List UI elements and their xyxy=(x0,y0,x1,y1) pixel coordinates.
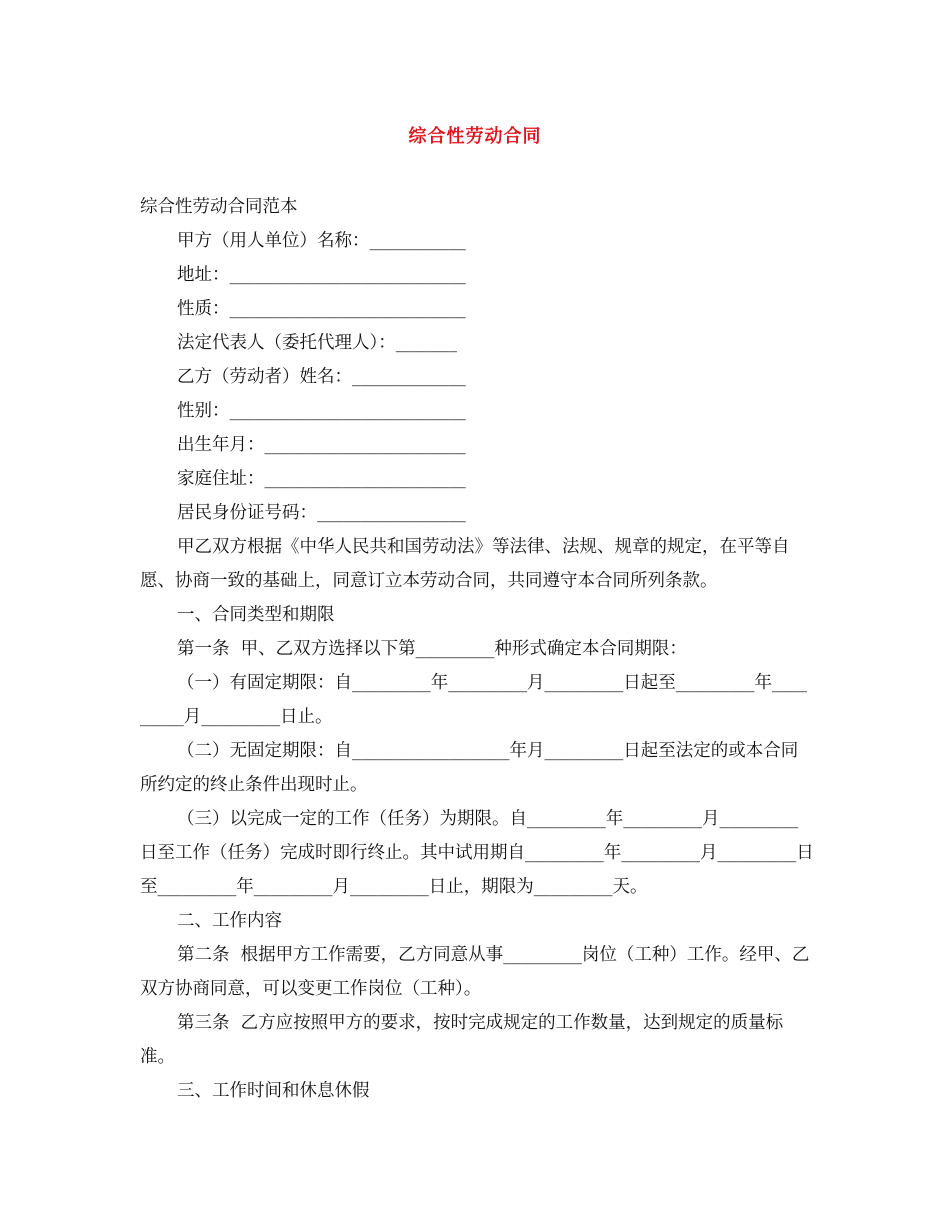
article-3: 第三条 乙方应按照甲方的要求，按时完成规定的工作数量，达到规定的质量标准。 xyxy=(140,1013,784,1067)
document-subtitle: 综合性劳动合同范本 xyxy=(140,197,298,217)
field-nature: 性质：___________________________ xyxy=(177,299,466,319)
term-option-task: （三）以完成一定的工作（任务）为期限。自_________年_________月_________日至工作（任务）完成时即行终止。其中试用期自_________年_________月_________日至_________年_________月_________日止，期限为_________天。 xyxy=(140,809,814,897)
field-legal-representative: 法定代表人（委托代理人）：_______ xyxy=(177,333,457,353)
field-birth-date: 出生年月：_______________________ xyxy=(177,435,466,455)
term-option-open: （二）无固定期限：自__________________年月_________日起至法定的或本合同所约定的终止条件出现时止。 xyxy=(140,741,799,795)
section-heading-3: 三、工作时间和休息休假 xyxy=(177,1081,370,1101)
document-body xyxy=(140,190,814,1108)
section-heading-2: 二、工作内容 xyxy=(177,911,282,931)
preamble-paragraph: 甲乙双方根据《中华人民共和国劳动法》等法律、法规、规章的规定，在平等自愿、协商一致的基础上，同意订立本劳动合同，共同遵守本合同所列条款。 xyxy=(140,537,790,591)
field-gender: 性别：___________________________ xyxy=(177,401,466,421)
article-2: 第二条 根据甲方工作需要，乙方同意从事_________岗位（工种）工作。经甲、乙双方协商同意，可以变更工作岗位（工种）。 xyxy=(140,945,810,999)
field-home-address: 家庭住址：_______________________ xyxy=(177,469,466,489)
field-address: 地址：___________________________ xyxy=(177,265,466,285)
article-1: 第一条 甲、乙双方选择以下第_________种形式确定本合同期限： xyxy=(177,639,687,659)
field-employer-name: 甲方（用人单位）名称：___________ xyxy=(177,231,466,251)
section-heading-1: 一、合同类型和期限 xyxy=(177,605,335,625)
term-option-fixed: （一）有固定期限：自_________年_________月_________日起至_________年_________月_________日止。 xyxy=(140,673,807,727)
field-employee-name: 乙方（劳动者）姓名：_____________ xyxy=(177,367,466,387)
field-id-number: 居民身份证号码：_________________ xyxy=(177,503,466,523)
document-title: 综合性劳动合同 xyxy=(408,126,542,147)
